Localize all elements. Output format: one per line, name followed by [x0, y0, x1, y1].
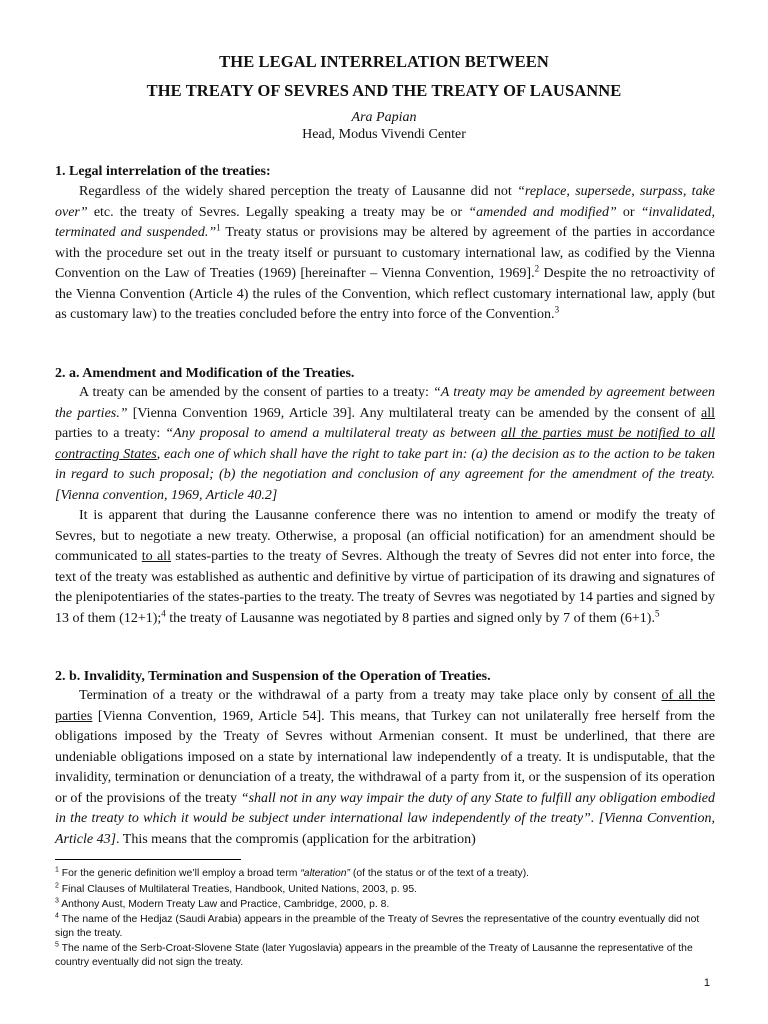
- text-span: Treaty status or provisions may be altered by agreement of the parties in accordance with the procedure set out in the treaty itself or pursuant to customary international law, as codified by the Vienna Convention on the Law of Treaties (1969) [hereinafter – Vienna Convention, 1969].: [55, 225, 716, 281]
- section-1-paragraph: [55, 182, 715, 326]
- footnote-1: [55, 867, 717, 881]
- footnote-separator: [55, 859, 241, 860]
- footnote-ref-3[interactable]: 3: [554, 304, 560, 315]
- underlined-span: of all the parties: [55, 688, 715, 724]
- footnote-text: For the generic definition we’ll employ a broad term: [58, 868, 301, 879]
- text-span: the treaty of Lausanne was negotiated by 8 parties and signed only by 7 of them (6+1).: [165, 610, 655, 626]
- text-span: etc. the treaty of Sevres. Legally speaking a treaty may be or: [87, 204, 469, 220]
- page-number: 1: [703, 977, 710, 989]
- footnote-italic-text: “alteration”: [300, 868, 350, 879]
- title-line-2: THE TREATY OF SEVRES AND THE TREATY OF LAUSANNE: [146, 81, 622, 100]
- footnote-4: [55, 913, 717, 940]
- footnote-text: (of the status or of the text of a treaty).: [350, 868, 530, 879]
- text-span: Termination of a treaty or the withdrawal of a party from a treaty may take place only by consent: [79, 688, 662, 703]
- footnote-5: [55, 942, 717, 969]
- quote-span: “Any proposal to amend a multilateral treaty as between: [165, 426, 501, 441]
- author-role: Head, Modus Vivendi Center: [302, 127, 466, 142]
- footnote-text: Anthony Aust, Modern Treaty Law and Practice, Cambridge, 2000, p. 8.: [58, 899, 390, 910]
- footnote-3: [55, 898, 717, 912]
- footnote-2: [55, 883, 717, 897]
- footnote-ref-5[interactable]: 5: [654, 607, 660, 618]
- quote-span: “invalidated, terminated and suspended.”: [55, 204, 715, 240]
- text-span: A treaty can be amended by the consent of parties to a treaty:: [79, 385, 434, 400]
- footnote-number: 5: [55, 941, 59, 949]
- section-2b-paragraph-1: [55, 686, 715, 850]
- text-span: . This means that the compromis (application for the arbitration): [116, 831, 476, 847]
- text-span: [Vienna Convention 1969, Article 39]. Any multilateral treaty can be amended by the consent of: [127, 405, 702, 421]
- underlined-span: all: [701, 405, 716, 421]
- text-span: Despite the no retroactivity of the Vienna Convention (Article 4) the rules of the Convention, which reflect customary international law, apply (but as customary law) to the treaties concluded before the entry into force of the Convention.: [55, 266, 715, 322]
- footnote-number: 1: [55, 866, 59, 874]
- footnote-ref-4[interactable]: 4: [161, 607, 166, 618]
- section-2a-paragraph-2: [55, 506, 715, 629]
- section-2a-paragraph-1: [55, 383, 715, 506]
- quote-span: , each one of which shall have the right to take part in: (a) the decision as to the action to be taken in regard to such proposal; (b) the negotiation and conclusion of any agreement for the amendment of the treaty. [Vienna convention, 1969, Article 40.2]: [55, 446, 715, 503]
- quote-span: “A treaty may be amended by agreement between the parties.”: [55, 385, 715, 421]
- footnote-text: Final Clauses of Multilateral Treaties, Handbook, United Nations, 2003, p. 95.: [58, 884, 417, 895]
- text-span: Regardless of the widely shared perception the treaty of Lausanne did not: [79, 184, 518, 199]
- footnote-ref-2[interactable]: 2: [534, 263, 540, 274]
- underlined-span: to all: [141, 549, 171, 564]
- quote-span: “shall not in any way impair the duty of any State to fulfill any obligation embodied in the treaty to which it would be subject under international law independently of the treaty”. [Vienna Convention, Article 43]: [55, 790, 715, 847]
- footnote-number: 3: [55, 897, 59, 905]
- text-span: parties to a treaty:: [55, 426, 166, 441]
- footnote-number: 4: [55, 912, 59, 920]
- text-span: [Vienna Convention, 1969, Article 54]. This means, that Turkey can not unilaterally free herself from the obligations imposed by the Treaty of Sevres without Armenian consent. It must be underlined, that there are undeniable obligations imposed on a state by international law independently of a treaty. It is undisputable, that the invalidity, termination or denunciation of a treaty, the withdrawal of a party from it, or the suspension of its operation or of the provisions of the treaty: [55, 708, 715, 806]
- footnote-text: The name of the Serb-Croat-Slovene State (later Yugoslavia) appears in the preamble of the Treaty of Lausanne the representative of the country eventually did not sign the treaty.: [55, 943, 693, 968]
- text-span: or: [616, 204, 641, 220]
- text-span: states-parties to the treaty of Sevres. Although the treaty of Sevres did not enter into force, the text of the treaty was established as authentic and definitive by virtue of participation of its drawing and signatures of the plenipotentiaries of the states-parties to the treaty. The treaty of Sevres was negotiated by 14 parties and signed by 13 of them (12+1);: [55, 549, 715, 626]
- section-2a-heading: 2. a. Amendment and Modification of the Treaties.: [55, 366, 355, 381]
- text-span: It is apparent that during the Lausanne conference there was no intention to amend or modify the treaty of Sevres, but to negotiate a new treaty. Otherwise, a proposal (an official notification) for an amendment should be communicated: [55, 508, 715, 564]
- quote-span: “amended and modified”: [468, 204, 617, 220]
- section-1-heading: 1. Legal interrelation of the treaties:: [55, 164, 271, 179]
- footnote-ref-1[interactable]: 1: [216, 222, 221, 233]
- title-line-1: THE LEGAL INTERRELATION BETWEEN: [219, 52, 549, 71]
- footnote-text: The name of the Hedjaz (Saudi Arabia) appears in the preamble of the Treaty of Sevres the representative of the country eventually did not sign the treaty.: [55, 914, 700, 939]
- author-name: Ara Papian: [351, 110, 417, 125]
- underlined-quote-span: all the parties must be notified to all contracting States: [55, 426, 715, 462]
- footnote-number: 2: [55, 882, 59, 890]
- section-2b-heading: 2. b. Invalidity, Termination and Suspension of the Operation of Treaties.: [55, 669, 491, 684]
- quote-span: “replace, supersede, surpass, take over”: [55, 184, 716, 220]
